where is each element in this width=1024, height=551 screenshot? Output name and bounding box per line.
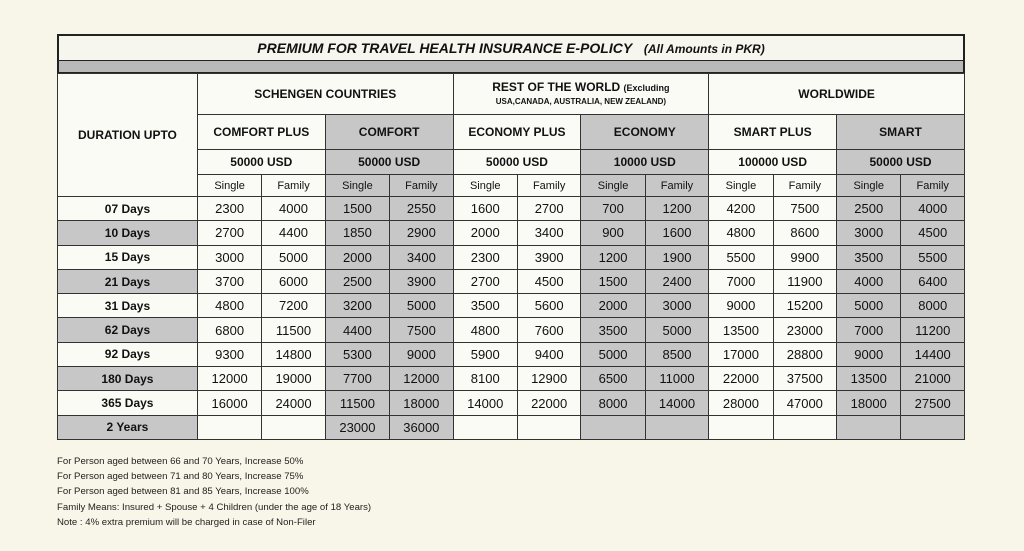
premium-cell (197, 415, 261, 439)
footnote-line: Note : 4% extra premium will be charged in case of Non-Filer (57, 516, 316, 528)
premium-cell: 5000 (581, 342, 645, 366)
table-row (58, 294, 965, 318)
premium-cell: 2500 (837, 197, 901, 221)
table-row (58, 367, 965, 391)
premium-cell: 11200 (901, 318, 965, 342)
plan-cover: 50000 USD (325, 150, 453, 175)
premium-cell: 1200 (581, 245, 645, 269)
premium-cell: 11500 (325, 391, 389, 415)
duration-cell: 180 Days (58, 367, 198, 391)
duration-header: DURATION UPTO (58, 74, 198, 197)
premium-cell: 14400 (901, 342, 965, 366)
premium-cell: 1500 (581, 269, 645, 293)
premium-cell: 7500 (773, 197, 836, 221)
premium-cell: 5900 (453, 342, 517, 366)
premium-cell: 4000 (262, 197, 325, 221)
premium-cell: 5000 (390, 294, 453, 318)
premium-cell: 1200 (645, 197, 708, 221)
premium-cell: 4800 (709, 221, 773, 245)
premium-cell: 2700 (517, 197, 580, 221)
plan-name: SMART PLUS (709, 115, 837, 150)
family-column-header: Family (517, 175, 580, 197)
premium-cell: 36000 (390, 415, 453, 439)
premium-cell (773, 415, 836, 439)
premium-cell: 6800 (197, 318, 261, 342)
premium-cell: 11500 (262, 318, 325, 342)
premium-cell: 3500 (453, 294, 517, 318)
premium-cell (901, 415, 965, 439)
table-row (58, 245, 965, 269)
plan-cover: 50000 USD (453, 150, 581, 175)
duration-cell: 21 Days (58, 269, 198, 293)
premium-cell: 21000 (901, 367, 965, 391)
premium-cell: 9000 (390, 342, 453, 366)
premium-cell: 2000 (581, 294, 645, 318)
premium-cell: 3500 (837, 245, 901, 269)
premium-cell: 6000 (262, 269, 325, 293)
premium-cell: 3900 (517, 245, 580, 269)
premium-cell: 23000 (325, 415, 389, 439)
premium-cell: 4500 (517, 269, 580, 293)
premium-cell: 3400 (517, 221, 580, 245)
premium-sheet (57, 34, 965, 440)
duration-cell: 31 Days (58, 294, 198, 318)
plan-name: ECONOMY PLUS (453, 115, 581, 150)
premium-cell: 5500 (709, 245, 773, 269)
premium-cell: 27500 (901, 391, 965, 415)
footnote-line: Family Means: Insured + Spouse + 4 Children (under the age of 18 Years) (57, 501, 372, 513)
premium-cell: 1900 (645, 245, 708, 269)
family-column-header: Family (901, 175, 965, 197)
premium-cell: 3500 (581, 318, 645, 342)
premium-cell: 7700 (325, 367, 389, 391)
premium-cell: 9000 (709, 294, 773, 318)
premium-cell: 1850 (325, 221, 389, 245)
region-name: REST OF THE WORLD (492, 79, 621, 94)
premium-table (57, 73, 965, 440)
premium-cell: 9900 (773, 245, 836, 269)
premium-cell: 5600 (517, 294, 580, 318)
premium-cell (453, 415, 517, 439)
plan-cover: 10000 USD (581, 150, 709, 175)
premium-cell: 4400 (262, 221, 325, 245)
table-row (58, 318, 965, 342)
grey-divider-strip (57, 61, 965, 73)
premium-cell: 11000 (645, 367, 708, 391)
premium-cell: 3200 (325, 294, 389, 318)
premium-cell: 5300 (325, 342, 389, 366)
premium-cell: 7000 (709, 269, 773, 293)
premium-cell: 7200 (262, 294, 325, 318)
premium-cell: 9000 (837, 342, 901, 366)
family-column-header: Family (645, 175, 708, 197)
premium-cell: 4800 (453, 318, 517, 342)
table-title-bar (57, 34, 965, 61)
premium-cell: 14800 (262, 342, 325, 366)
premium-cell: 2300 (453, 245, 517, 269)
premium-cell: 3000 (837, 221, 901, 245)
table-row (58, 342, 965, 366)
duration-cell: 15 Days (58, 245, 198, 269)
footnote-line: For Person aged between 81 and 85 Years, Increase 100% (57, 486, 309, 498)
premium-cell: 2300 (197, 197, 261, 221)
premium-cell: 5000 (262, 245, 325, 269)
region-name-note: (Excluding (623, 82, 670, 93)
premium-cell: 18000 (837, 391, 901, 415)
premium-cell: 13500 (837, 367, 901, 391)
premium-cell: 900 (581, 221, 645, 245)
premium-cell: 700 (581, 197, 645, 221)
table-row (58, 221, 965, 245)
premium-cell: 22000 (517, 391, 580, 415)
region-header-schengen (197, 74, 453, 115)
plan-cover: 50000 USD (837, 150, 965, 175)
single-column-header: Single (581, 175, 645, 197)
premium-cell (262, 415, 325, 439)
table-row (58, 269, 965, 293)
premium-cell: 2000 (325, 245, 389, 269)
premium-cell: 7500 (390, 318, 453, 342)
premium-cell: 14000 (453, 391, 517, 415)
premium-cell: 2400 (645, 269, 708, 293)
premium-cell: 2500 (325, 269, 389, 293)
premium-cell: 3000 (197, 245, 261, 269)
premium-cell: 2000 (453, 221, 517, 245)
premium-cell: 5000 (645, 318, 708, 342)
premium-cell: 47000 (773, 391, 836, 415)
premium-cell: 2700 (453, 269, 517, 293)
premium-cell: 13500 (709, 318, 773, 342)
duration-cell: 07 Days (58, 197, 198, 221)
premium-cell: 8600 (773, 221, 836, 245)
footnotes (57, 454, 371, 530)
premium-cell: 12000 (390, 367, 453, 391)
premium-cell: 24000 (262, 391, 325, 415)
premium-cell: 4400 (325, 318, 389, 342)
duration-cell: 62 Days (58, 318, 198, 342)
premium-cell: 2700 (197, 221, 261, 245)
premium-cell: 7000 (837, 318, 901, 342)
table-row (58, 415, 965, 439)
plan-cover: 50000 USD (197, 150, 325, 175)
premium-cell: 16000 (197, 391, 261, 415)
premium-cell: 5000 (837, 294, 901, 318)
duration-cell: 92 Days (58, 342, 198, 366)
premium-cell (709, 415, 773, 439)
premium-cell: 23000 (773, 318, 836, 342)
duration-cell: 365 Days (58, 391, 198, 415)
premium-cell: 1600 (453, 197, 517, 221)
plan-name: COMFORT (325, 115, 453, 150)
premium-cell: 28800 (773, 342, 836, 366)
premium-cell: 6400 (901, 269, 965, 293)
family-column-header: Family (390, 175, 453, 197)
footnote-line: For Person aged between 71 and 80 Years, Increase 75% (57, 471, 304, 483)
premium-cell: 28000 (709, 391, 773, 415)
premium-cell: 15200 (773, 294, 836, 318)
premium-cell: 4200 (709, 197, 773, 221)
region-header-worldwide (709, 74, 965, 115)
table-row (58, 197, 965, 221)
region-name: WORLDWIDE (798, 87, 875, 101)
premium-cell: 3700 (197, 269, 261, 293)
premium-cell: 9400 (517, 342, 580, 366)
single-column-header: Single (325, 175, 389, 197)
plan-name: SMART (837, 115, 965, 150)
premium-cell (837, 415, 901, 439)
table-title: PREMIUM FOR TRAVEL HEALTH INSURANCE E-POLICY (257, 40, 632, 56)
premium-cell: 3400 (390, 245, 453, 269)
premium-cell: 5500 (901, 245, 965, 269)
premium-cell: 18000 (390, 391, 453, 415)
plan-name: ECONOMY (581, 115, 709, 150)
premium-cell: 8100 (453, 367, 517, 391)
table-row (58, 391, 965, 415)
single-column-header: Single (709, 175, 773, 197)
single-column-header: Single (837, 175, 901, 197)
premium-cell: 14000 (645, 391, 708, 415)
premium-cell: 37500 (773, 367, 836, 391)
premium-cell: 8000 (901, 294, 965, 318)
premium-cell: 4000 (901, 197, 965, 221)
footnote-line: For Person aged between 66 and 70 Years, Increase 50% (57, 456, 304, 467)
single-column-header: Single (197, 175, 261, 197)
premium-cell: 7600 (517, 318, 580, 342)
premium-cell: 4000 (837, 269, 901, 293)
premium-cell: 6500 (581, 367, 645, 391)
plan-name: COMFORT PLUS (197, 115, 325, 150)
table-title-note: (All Amounts in PKR) (643, 42, 765, 56)
premium-cell: 3900 (390, 269, 453, 293)
premium-cell: 11900 (773, 269, 836, 293)
premium-cell: 4800 (197, 294, 261, 318)
single-column-header: Single (453, 175, 517, 197)
family-column-header: Family (262, 175, 325, 197)
premium-cell: 3000 (645, 294, 708, 318)
premium-cell: 1600 (645, 221, 708, 245)
premium-cell: 4500 (901, 221, 965, 245)
duration-cell: 2 Years (58, 415, 198, 439)
premium-cell: 1500 (325, 197, 389, 221)
premium-cell: 2550 (390, 197, 453, 221)
premium-cell: 9300 (197, 342, 261, 366)
premium-cell: 19000 (262, 367, 325, 391)
plan-cover: 100000 USD (709, 150, 837, 175)
premium-cell (517, 415, 580, 439)
premium-cell: 2900 (390, 221, 453, 245)
premium-cell: 22000 (709, 367, 773, 391)
premium-cell: 8000 (581, 391, 645, 415)
premium-cell: 17000 (709, 342, 773, 366)
duration-cell: 10 Days (58, 221, 198, 245)
premium-cell: 12900 (517, 367, 580, 391)
premium-cell (645, 415, 708, 439)
premium-cell (581, 415, 645, 439)
region-subtitle: USA,CANADA, AUSTRALIA, NEW ZEALAND) (495, 96, 667, 106)
region-header-rest-of-world (453, 74, 709, 115)
family-column-header: Family (773, 175, 836, 197)
premium-cell: 8500 (645, 342, 708, 366)
premium-cell: 12000 (197, 367, 261, 391)
region-name: SCHENGEN COUNTRIES (254, 87, 397, 101)
